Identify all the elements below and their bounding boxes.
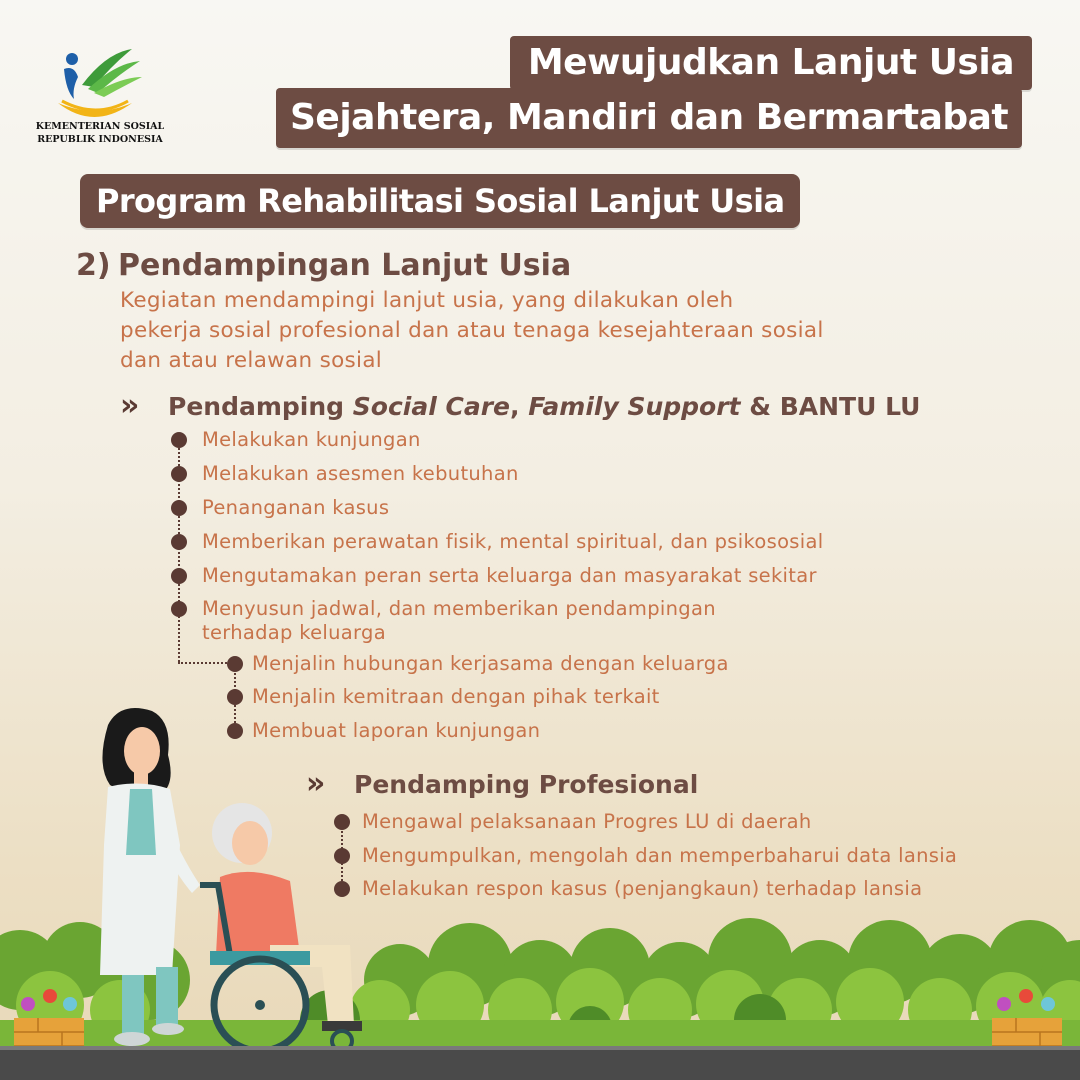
- logo-line1: KEMENTERIAN SOSIAL: [35, 121, 165, 132]
- group1-title-c: ,: [509, 392, 529, 421]
- list-item: Melakukan asesmen kebutuhan: [202, 462, 519, 485]
- chevron-double-icon: »: [306, 766, 320, 801]
- sub-list-item: Membuat laporan kunjungan: [252, 719, 541, 742]
- description-line: pekerja sosial profesional dan atau tenaga kesejahteraan sosial: [120, 318, 824, 343]
- title-line1: Mewujudkan Lanjut Usia: [510, 36, 1032, 90]
- section-heading: Pendampingan Lanjut Usia: [118, 248, 572, 283]
- bullet-dot: [171, 466, 187, 482]
- description-line: dan atau relawan sosial: [120, 348, 383, 373]
- list-item: Mengutamakan peran serta keluarga dan masyarakat sekitar: [202, 564, 817, 587]
- chevron-double-icon: »: [120, 388, 134, 423]
- title-line2: Sejahtera, Mandiri dan Bermartabat: [276, 88, 1022, 148]
- bullet-dot: [227, 656, 243, 672]
- caregiver-wheelchair-illustration: [60, 705, 370, 1055]
- group1-branch-connector: [178, 662, 234, 664]
- logo-caption: [30, 120, 170, 146]
- bullet-dot: [171, 432, 187, 448]
- group1-title-a: Pendamping: [168, 392, 353, 421]
- sub-list-item: Menjalin kemitraan dengan pihak terkait: [252, 685, 660, 708]
- list-item-continued: terhadap keluarga: [202, 621, 386, 644]
- list-item: Memberikan perawatan fisik, mental spiritual, dan psikososial: [202, 530, 824, 553]
- list-item: Mengumpulkan, mengolah dan memperbaharui data lansia: [362, 844, 958, 867]
- group1-title-b: Social Care: [352, 392, 510, 421]
- group1-title-e: & BANTU LU: [740, 392, 921, 421]
- bullet-dot: [171, 500, 187, 516]
- sub-list-item: Menjalin hubungan kerjasama dengan keluarga: [252, 652, 729, 675]
- bullet-dot: [227, 689, 243, 705]
- list-item: Penanganan kasus: [202, 496, 390, 519]
- road: [0, 1050, 1080, 1080]
- logo-line2: REPUBLIK INDONESIA: [37, 134, 163, 145]
- list-item: Melakukan kunjungan: [202, 428, 421, 451]
- list-item: Mengawal pelaksanaan Progres LU di daerah: [362, 810, 812, 833]
- bullet-dot: [171, 568, 187, 584]
- program-title: Program Rehabilitasi Sosial Lanjut Usia: [80, 174, 800, 228]
- list-item: Menyusun jadwal, dan memberikan pendampingan: [202, 597, 716, 620]
- group1-title-d: Family Support: [528, 392, 741, 421]
- bullet-dot: [171, 534, 187, 550]
- group1-title: [168, 392, 920, 421]
- group2-title: Pendamping Profesional: [354, 770, 699, 799]
- list-item: Melakukan respon kasus (penjangkaun) terhadap lansia: [362, 877, 923, 900]
- section-number: 2): [76, 248, 111, 283]
- group1-header: [120, 388, 133, 423]
- description-line: Kegiatan mendampingi lanjut usia, yang dilakukan oleh: [120, 288, 734, 313]
- bullet-dot: [171, 601, 187, 617]
- section-description: [120, 286, 950, 376]
